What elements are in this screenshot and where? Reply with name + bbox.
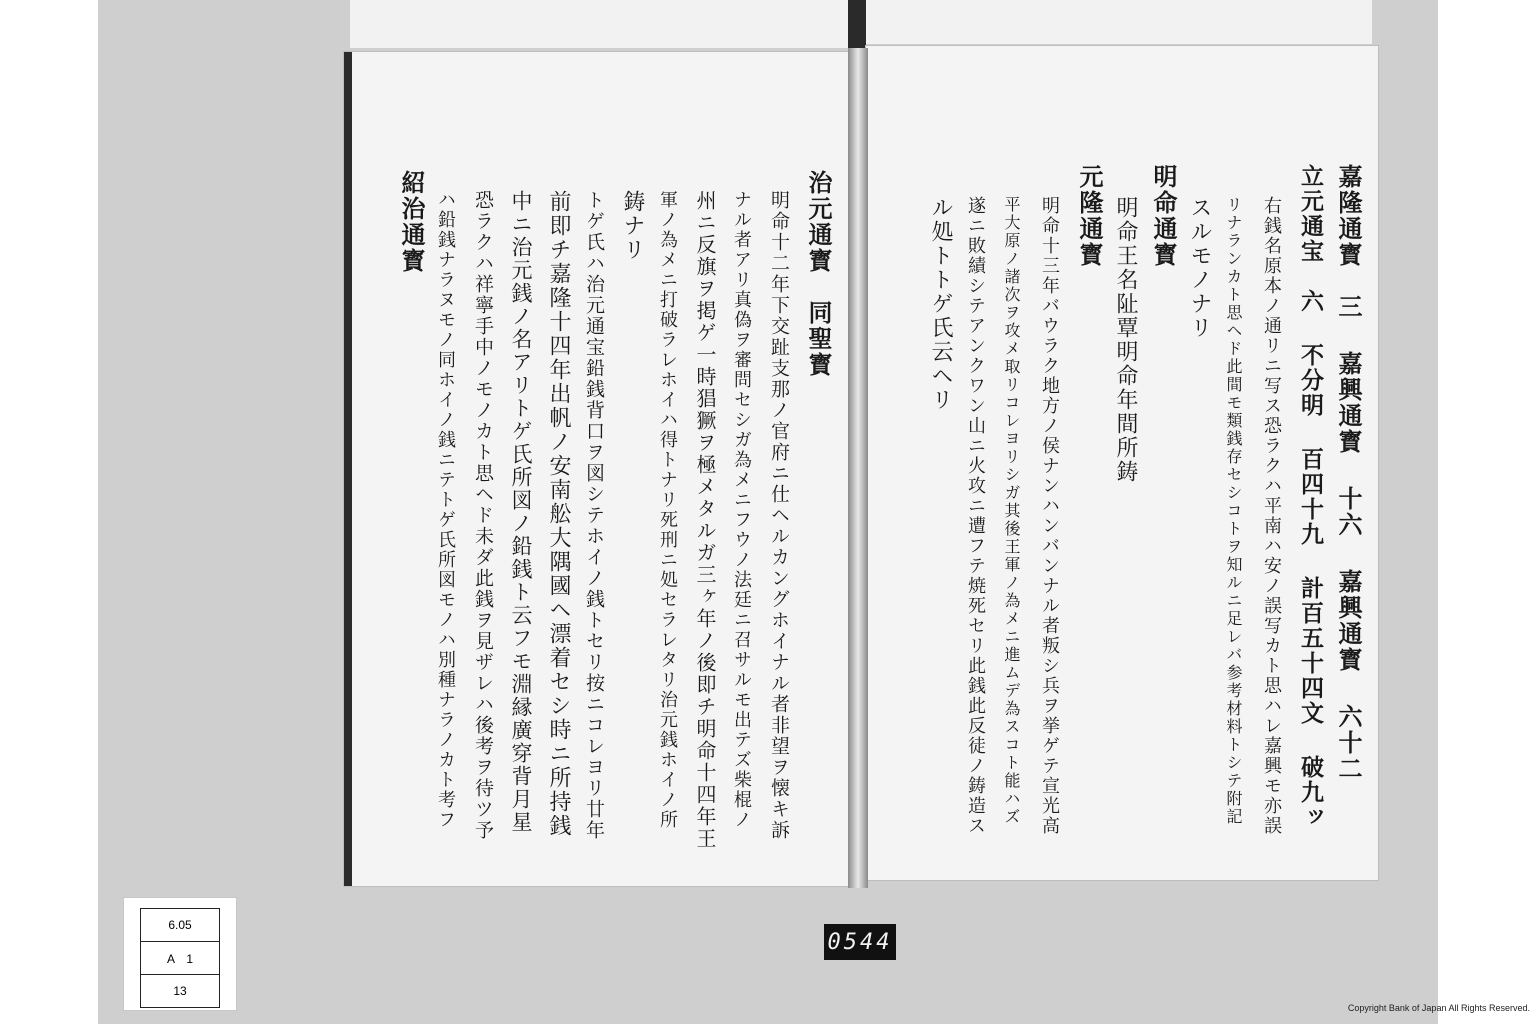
text-column: 州ニ反旗ヲ掲ゲ一時猖獗ヲ極メタルガ三ヶ年ノ後即チ明命十四年王: [693, 190, 717, 850]
text-column: ハ鉛銭ナラヌモノ同ホイノ銭ニテトゲ氏所図モノハ別種ナラノカト考フ: [435, 190, 456, 830]
left-page: [344, 52, 864, 886]
section-heading: 治元通寳 同聖寳: [804, 170, 833, 378]
cover-edge-left: [350, 0, 848, 48]
reference-cell: 13: [141, 975, 220, 1008]
text-column: 中ニ治元銭ノ名アリトゲ氏所図ノ鉛銭ト云フモ淵縁廣穿背月星: [509, 190, 533, 834]
right-page: [866, 46, 1378, 880]
section-heading: 紹治通寳: [397, 170, 426, 274]
book-gutter: [848, 48, 868, 888]
text-column: 右銭名原本ノ通リニ写ス恐ラクハ平南ハ安ノ誤写カト思ハレ嘉興モ亦誤: [1261, 196, 1282, 836]
text-column: 鋳ナリ: [620, 190, 645, 262]
text-column: 明命王名阯覃明命年間所鋳: [1113, 196, 1138, 484]
reference-card: [124, 898, 236, 1010]
text-column: 明命十二年下交趾支那ノ官府ニ仕ヘルカングホイナル者非望ヲ懐キ訴: [768, 190, 790, 841]
reference-cell: 6.05: [141, 909, 220, 942]
book-spine: [848, 0, 866, 48]
section-heading: 明命通寳: [1149, 164, 1178, 268]
text-column: 軍ノ為メニ打破ラレホイハ得トナリ死刑ニ処セラレタリ治元銭ホイノ所: [657, 190, 678, 830]
text-column: ル処トトゲ氏云ヘリ: [928, 196, 953, 412]
text-column: 平大原ノ諸次ヲ攻メ取リコレヨリシガ其後王軍ノ為メニ進ムデ為スコト能ハズ: [1002, 196, 1021, 826]
text-column: リナランカト思ヘド此間モ類銭存セシコトヲ知ルニ足レバ参考材料トシテ附記: [1224, 196, 1243, 826]
text-column: 明命十三年バウラク地方ノ侯ナンハンバンナル者叛シ兵ヲ挙ゲテ宣光高: [1039, 196, 1060, 836]
text-column: 遂ニ敗績シテアンクワン山ニ火攻ニ遭フテ焼死セリ此銭此反徒ノ鋳造ス: [965, 196, 986, 836]
cover-edge-right: [866, 0, 1372, 44]
section-heading: 嘉隆通寳 三 嘉興通寳 十六 嘉興通寳 六十二: [1334, 164, 1363, 782]
section-heading: 元隆通寳: [1075, 164, 1104, 268]
text-column: ナル者アリ真偽ヲ審問セシガ為メニフウノ法廷ニ召サルモ出テズ柴棍ノ: [731, 190, 752, 830]
reference-table: [140, 908, 220, 1008]
frame-number-plate: 0544: [824, 924, 896, 960]
text-column: 前即チ嘉隆十四年出帆ノ安南舩大隅國ヘ漂着セシ時ニ所持銭: [546, 190, 571, 838]
section-heading: 立元通宝 六 不分明 百四十九 計百五十四文 破九ッ: [1297, 164, 1324, 830]
copyright-notice: Copyright Bank of Japan All Rights Reserved.: [1347, 1003, 1530, 1013]
text-column: トゲ氏ハ治元通宝鉛銭背口ヲ図シテホイノ銭トセリ按ニコレヨリ廿年: [583, 190, 605, 841]
text-column: 恐ラクハ祥寧手中ノモノカト思ヘド未ダ此銭ヲ見ザレハ後考ヲ待ツ予: [472, 190, 494, 841]
reference-cell: A 1: [141, 942, 220, 975]
text-column: スルモノナリ: [1187, 196, 1212, 340]
